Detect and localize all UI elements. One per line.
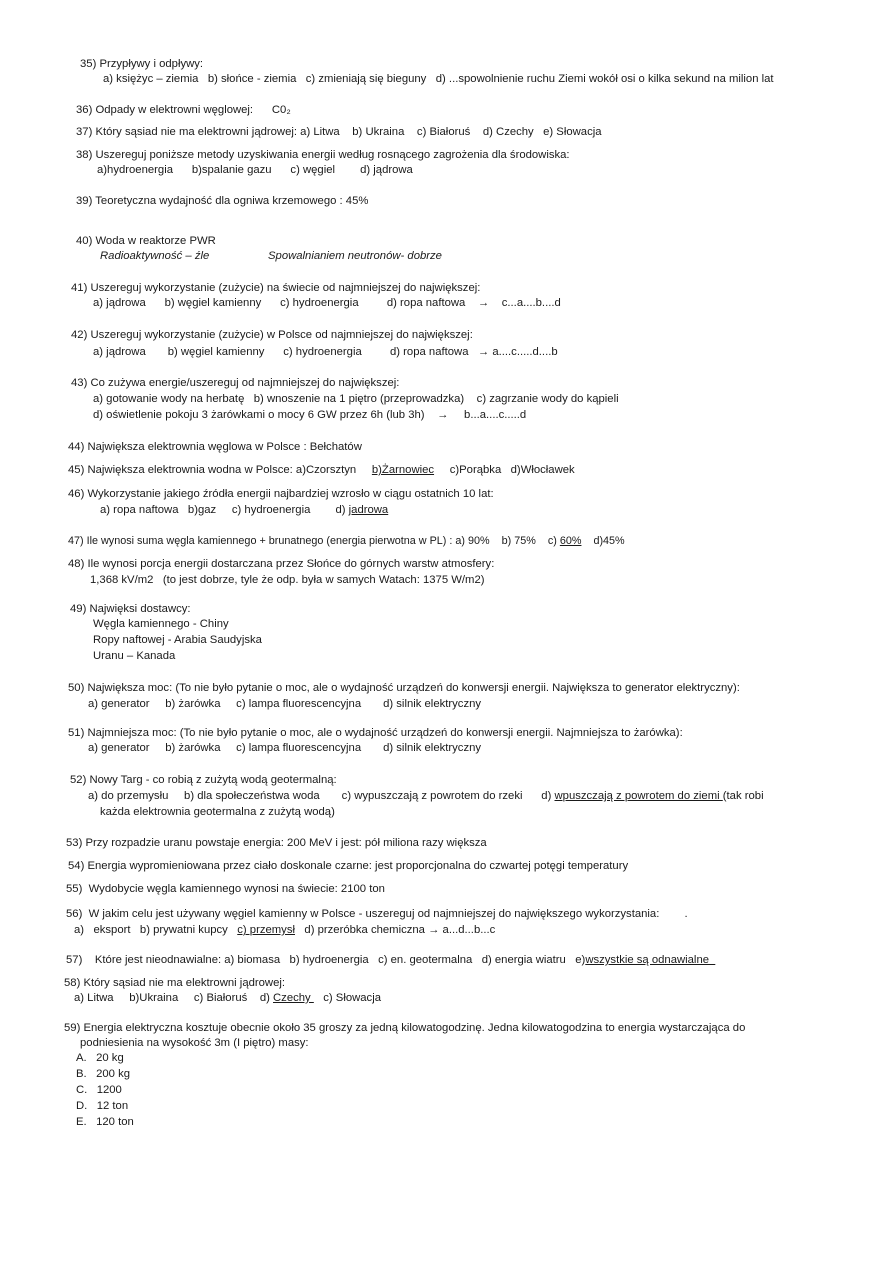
q59-option: D. 12 ton bbox=[76, 1100, 129, 1112]
q57-line bbox=[66, 953, 715, 967]
q43-options-1: a) gotowanie wody na herbatę b) wnoszenie na 1 piętro (przeprowadzka) c) zagrzanie wody do kąpieli bbox=[93, 393, 619, 405]
q59-option: B. 200 kg bbox=[76, 1068, 131, 1080]
q49-item: Ropy naftowej - Arabia Saudyjska bbox=[93, 634, 262, 646]
q45-text-post: c)Porąbka d)Włocławek bbox=[434, 464, 575, 476]
q52-title: 52) Nowy Targ - co robią z zużytą wodą geotermalną: bbox=[70, 774, 337, 786]
q52-answer: wpuszczają z powrotem do ziemi bbox=[554, 790, 723, 802]
q41-options: a) jądrowa b) węgiel kamienny c) hydroenergia d) ropa naftowa → c...a....b....d bbox=[93, 297, 561, 309]
q45-text: 45) Największa elektrownia wodna w Polsce: a)Czorsztyn bbox=[68, 464, 372, 476]
q50-title: 50) Największa moc: (To nie było pytanie o moc, ale o wydajność urządzeń do konwersji energii. Największa to generator elektryczny): bbox=[68, 682, 740, 694]
q51-title: 51) Najmniejsza moc: (To nie było pytanie o moc, ale o wydajność urządzeń do konwersji energii. Najmniejsza to żarówka): bbox=[68, 727, 683, 739]
q45-answer: b)Żarnowiec bbox=[371, 464, 435, 476]
q37-title: 37) Który sąsiad nie ma elektrowni jądrowej: a) Litwa b) Ukraina c) Białoruś d) Czechy e) Słowacja bbox=[76, 126, 602, 138]
q45-line bbox=[68, 463, 575, 477]
q59-option: A. 20 kg bbox=[76, 1052, 124, 1064]
q47-answer: 60% bbox=[559, 535, 582, 547]
q59-option: E. 120 ton bbox=[76, 1116, 134, 1128]
q51-options: a) generator b) żarówka c) lampa fluorescencyjna d) silnik elektryczny bbox=[88, 742, 482, 754]
q56-answer: c) przemysł bbox=[237, 924, 295, 936]
q49-item: Uranu – Kanada bbox=[93, 650, 176, 662]
q46-options bbox=[100, 503, 388, 517]
q39-title: 39) Teoretyczna wydajność dla ogniwa krzemowego : 45% bbox=[76, 195, 369, 207]
q52-text: a) do przemysłu b) dla społeczeństwa woda c) wypuszczają z powrotem do rzeki d) bbox=[88, 790, 555, 802]
q53-title: 53) Przy rozpadzie uranu powstaje energia: 200 MeV i jest: pół miliona razy większa bbox=[66, 837, 487, 849]
q36-title: 36) Odpady w elektrowni węglowej: C0₂ bbox=[76, 104, 291, 116]
q52-options bbox=[88, 789, 764, 803]
q42-options: a) jądrowa b) węgiel kamienny c) hydroenergia d) ropa naftowa → a....c.....d....b bbox=[93, 346, 558, 358]
q56-text-post: d) przeróbka chemiczna → a...d...b...c bbox=[295, 924, 496, 936]
q54-title: 54) Energia wypromieniowana przez ciało doskonale czarne: jest proporcjonalna do czwartej potęgi temperatury bbox=[68, 860, 629, 872]
q46-title: 46) Wykorzystanie jakiego źródła energii najbardziej wzrosło w ciągu ostatnich 10 lat: bbox=[68, 488, 494, 500]
q56-options bbox=[74, 923, 495, 937]
q38-title: 38) Uszereguj poniższe metody uzyskiwania energii według rosnącego zagrożenia dla środowiska: bbox=[76, 149, 570, 161]
q44-title: 44) Największa elektrownia węglowa w Polsce : Bełchatów bbox=[68, 441, 362, 453]
q49-item: Węgla kamiennego - Chiny bbox=[93, 618, 229, 630]
q58-text: a) Litwa b)Ukraina c) Białoruś d) bbox=[74, 992, 274, 1004]
q49-title: 49) Najwięksi dostawcy: bbox=[70, 603, 191, 615]
q55-title: 55) Wydobycie węgla kamiennego wynosi na świecie: 2100 ton bbox=[66, 883, 385, 895]
q57-answer: wszystkie są odnawialne bbox=[585, 954, 716, 966]
q56-title: 56) W jakim celu jest używany węgiel kamienny w Polsce - uszereguj od najmniejszej do największego wykorzystania: . bbox=[66, 908, 688, 920]
q43-title: 43) Co zużywa energie/uszereguj od najmniejszej do największej: bbox=[71, 377, 400, 389]
q58-answer: Czechy bbox=[273, 992, 314, 1004]
q48-title: 48) Ile wynosi porcja energii dostarczana przez Słońce do górnych warstw atmosfery: bbox=[68, 558, 495, 570]
q41-title: 41) Uszereguj wykorzystanie (zużycie) na świecie od najmniejszej do największej: bbox=[71, 282, 481, 294]
q48-answer: 1,368 kV/m2 (to jest dobrze, tyle że odp. była w samych Watach: 1375 W/m2) bbox=[90, 574, 485, 586]
q47-text: 47) Ile wynosi suma węgla kamiennego + brunatnego (energia pierwotna w PL) : a) 90% b) 75% c) bbox=[68, 535, 560, 547]
q40-answer-b: Spowalnianiem neutronów- dobrze bbox=[268, 250, 442, 262]
q58-options bbox=[74, 991, 381, 1005]
q42-title: 42) Uszereguj wykorzystanie (zużycie) w Polsce od najmniejszej do największej: bbox=[71, 329, 473, 341]
q57-text: 57) Które jest nieodnawialne: a) biomasa b) hydroenergia c) en. geotermalna d) energia wiatru e) bbox=[66, 954, 586, 966]
q58-title: 58) Który sąsiad nie ma elektrowni jądrowej: bbox=[64, 977, 286, 989]
q46-text: a) ropa naftowa b)gaz c) hydroenergia d) bbox=[100, 504, 349, 516]
q59-cont: podniesienia na wysokość 3m (I piętro) masy: bbox=[80, 1037, 309, 1049]
q35-title: 35) Przypływy i odpływy: bbox=[80, 58, 204, 70]
q35-options: a) księżyc – ziemia b) słońce - ziemia c) zmieniają się bieguny d) ...spowolnienie ruchu Ziemi wokół osi o kilka sekund na milion lat bbox=[103, 73, 774, 85]
q59-title: 59) Energia elektryczna kosztuje obecnie około 35 groszy za jedną kilowatogodzinę. Jedna kilowatogodzina to energia wystarczająca do bbox=[64, 1022, 746, 1034]
q38-options: a)hydroenergia b)spalanie gazu c) węgiel d) jądrowa bbox=[97, 164, 413, 176]
q56-text: a) eksport b) prywatni kupcy bbox=[74, 924, 238, 936]
q50-options: a) generator b) żarówka c) lampa fluorescencyjna d) silnik elektryczny bbox=[88, 698, 482, 710]
q58-text-post: c) Słowacja bbox=[313, 992, 382, 1004]
q52-cont: każda elektrownia geotermalna z zużytą wodą) bbox=[100, 806, 335, 818]
q40-answer-a: Radioaktywność – źle bbox=[100, 250, 210, 262]
q46-answer: jadrowa bbox=[348, 504, 389, 516]
q59-option: C. 1200 bbox=[76, 1084, 122, 1096]
q52-text-post: (tak robi bbox=[722, 790, 764, 802]
q43-options-2: d) oświetlenie pokoju 3 żarówkami o mocy 6 GW przez 6h (lub 3h) → b...a....c.....d bbox=[93, 409, 527, 421]
q47-line bbox=[68, 534, 625, 548]
q40-title: 40) Woda w reaktorze PWR bbox=[76, 235, 216, 247]
q47-text-post: d)45% bbox=[581, 535, 625, 547]
